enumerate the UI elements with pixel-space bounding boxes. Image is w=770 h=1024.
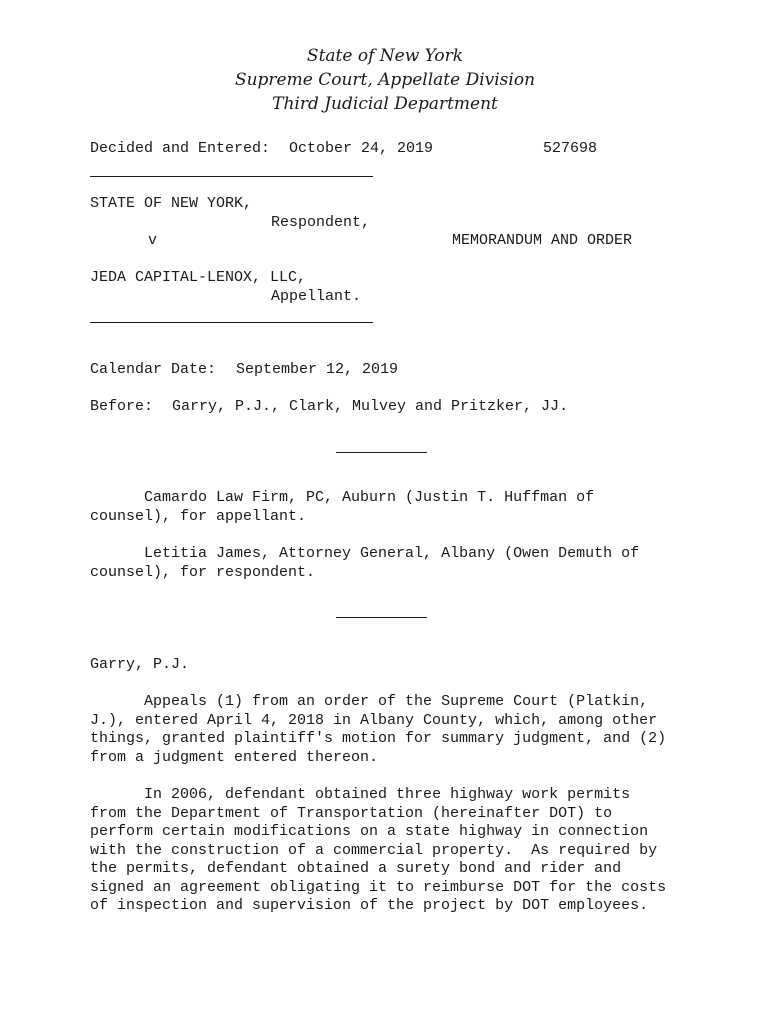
opinion-paragraph: Appeals (1) from an order of the Supreme Court (Platkin, J.), entered April 4, 2018 in Albany County, which, among other things, granted plaintiff's motion for summary judgment, and (2) from a judgment entered thereon. — [90, 693, 667, 766]
caption-top-rule — [90, 176, 373, 177]
versus: v — [148, 232, 158, 249]
decided-label: Decided and Entered: — [90, 140, 271, 157]
party-appellant-role: Appellant. — [271, 288, 362, 305]
counsel-respondent: Letitia James, Attorney General, Albany (Owen Demuth of counsel), for respondent. — [90, 545, 640, 581]
opinion-author: Garry, P.J. — [90, 656, 190, 673]
docket-number: 527698 — [543, 140, 598, 157]
section-divider — [336, 452, 427, 453]
opinion-paragraph: In 2006, defendant obtained three highway work permits from the Department of Transportation (hereinafter DOT) to perform certain modifications on a state highway in connection with the construction of a commercial property. As required by the permits, defendant obtained a surety bond and rider and signed an agreement obligating it to reimburse DOT for the costs of inspection and supervision of the project by DOT employees. — [90, 786, 667, 914]
section-divider — [336, 617, 427, 618]
party-respondent-name: STATE OF NEW YORK, — [90, 195, 253, 212]
before-label: Before: — [90, 398, 154, 415]
party-appellant-name: JEDA CAPITAL-LENOX, LLC, — [90, 269, 307, 286]
document-type: MEMORANDUM AND ORDER — [452, 232, 633, 249]
court-department: Third Judicial Department — [272, 94, 498, 114]
party-respondent-role: Respondent, — [271, 214, 371, 231]
panel-justices: Garry, P.J., Clark, Mulvey and Pritzker, JJ. — [172, 398, 569, 415]
court-name: State of New York — [306, 46, 464, 66]
court-division: Supreme Court, Appellate Division — [234, 70, 536, 90]
counsel-appellant: Camardo Law Firm, PC, Auburn (Justin T. Huffman of counsel), for appellant. — [90, 489, 595, 525]
calendar-date: September 12, 2019 — [236, 361, 399, 378]
caption-bottom-rule — [90, 322, 373, 323]
calendar-label: Calendar Date: — [90, 361, 217, 378]
decided-date: October 24, 2019 — [289, 140, 434, 157]
